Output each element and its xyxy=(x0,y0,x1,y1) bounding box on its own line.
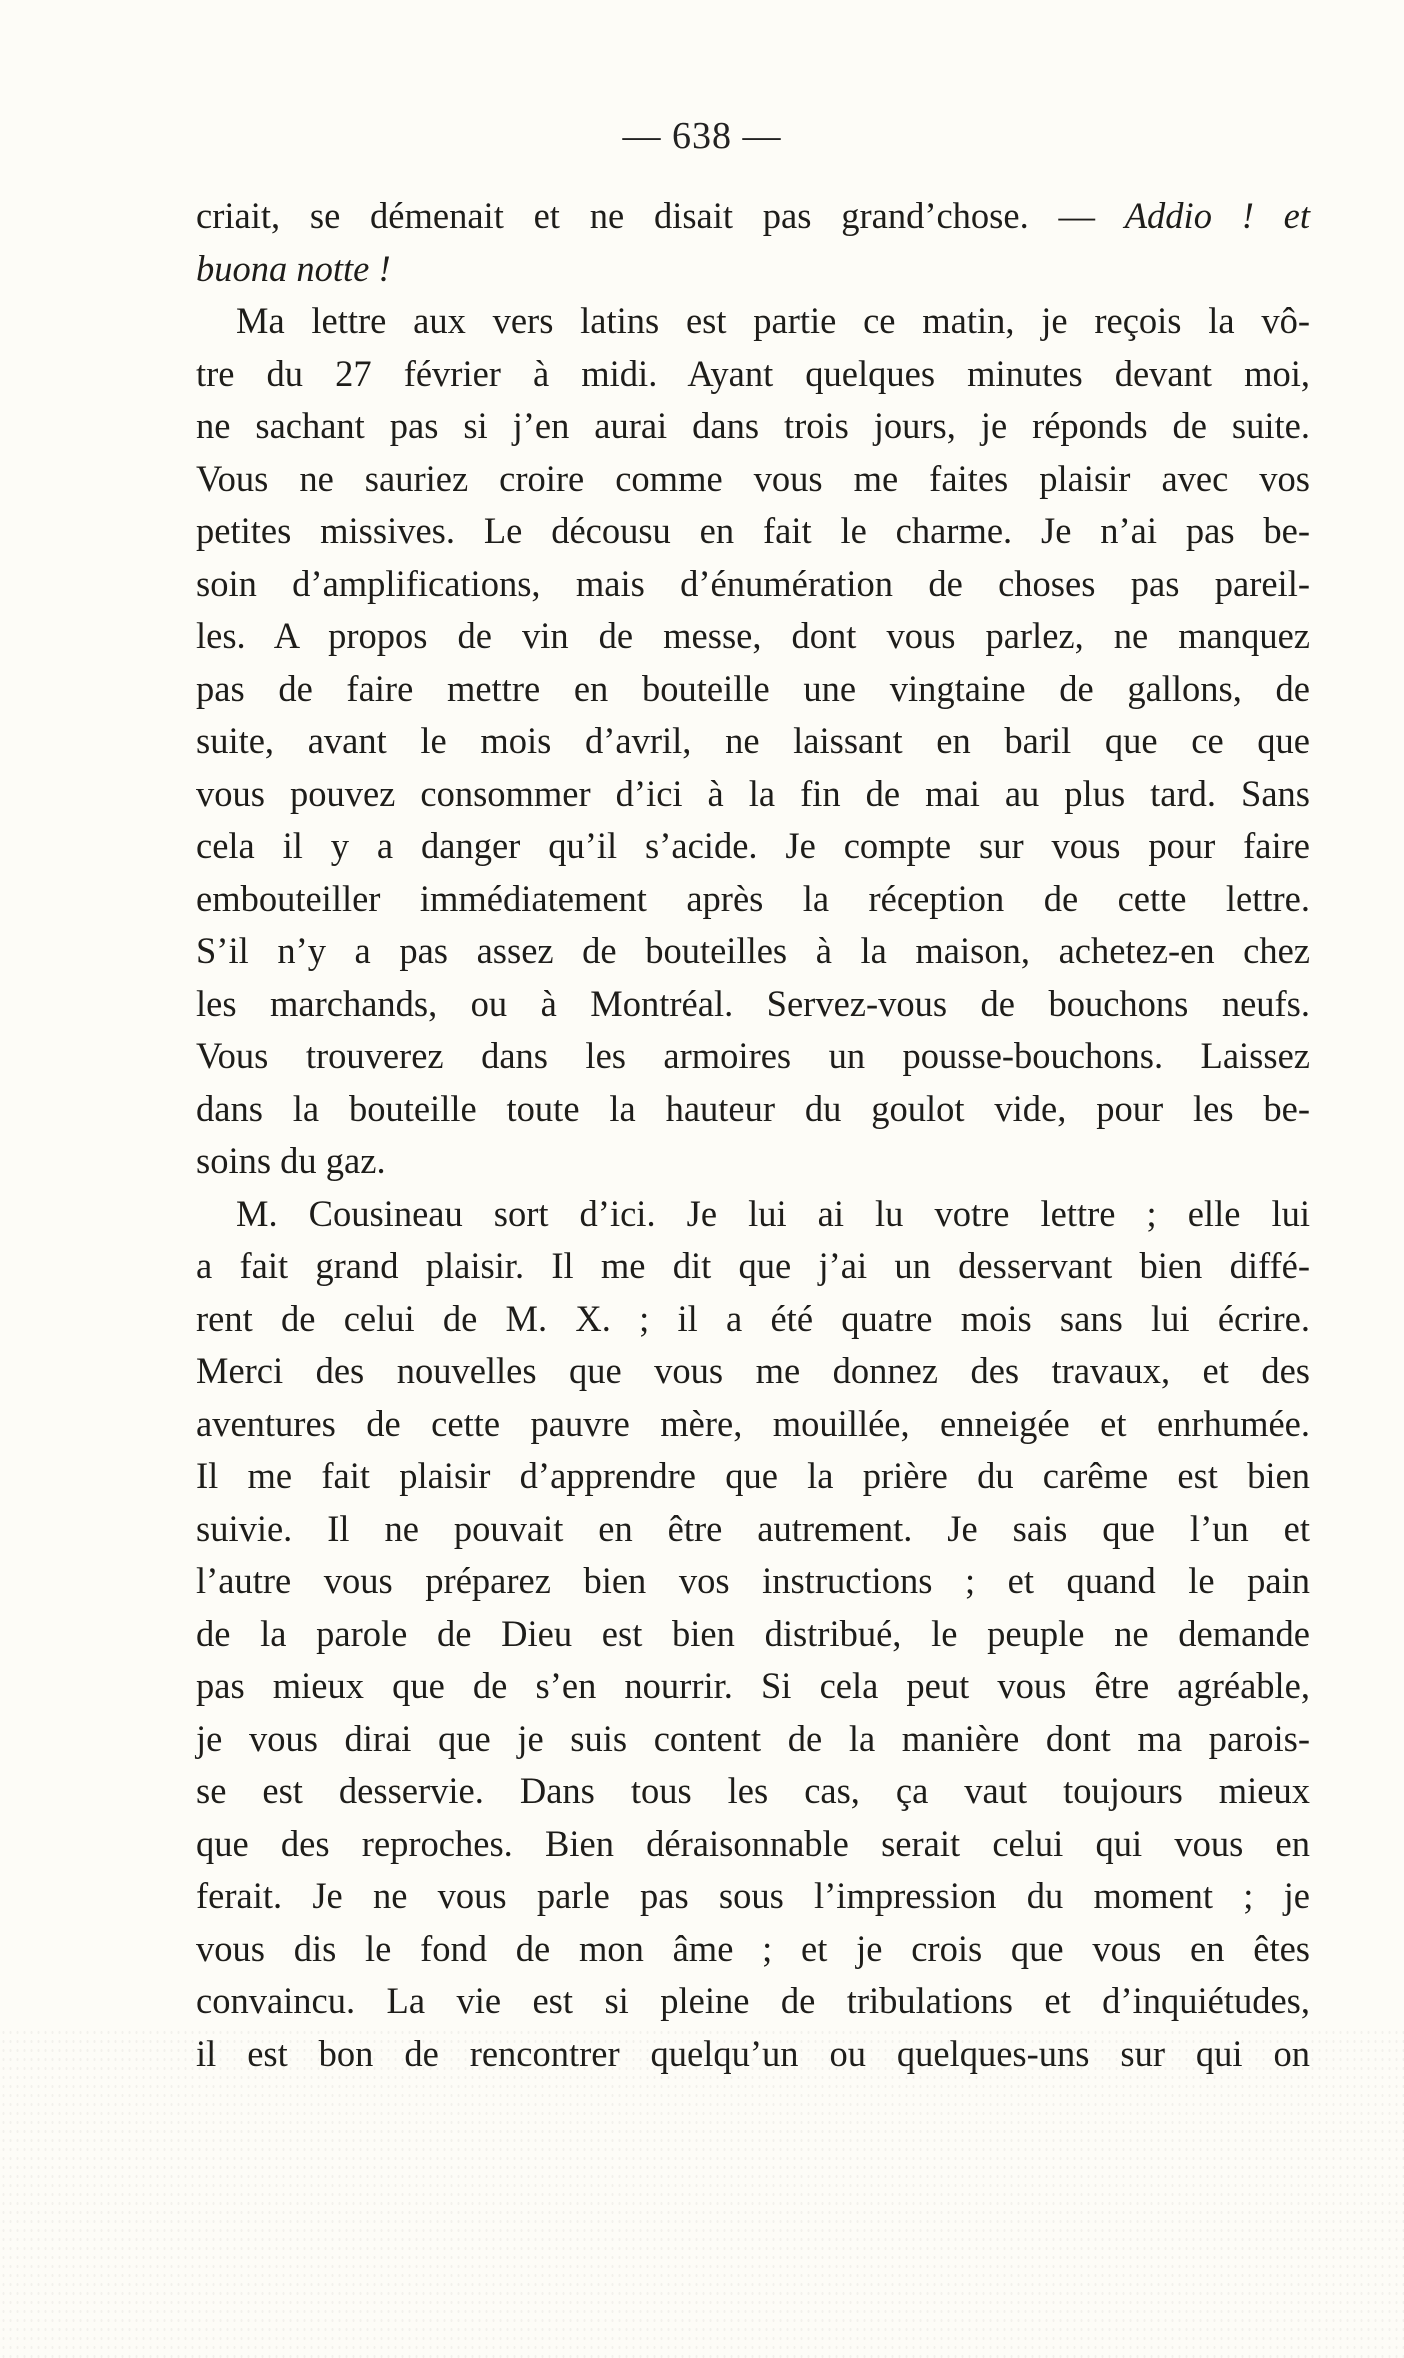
text-line: pas mieux que de s’en nourrir. Si cela peut vous être agréable, xyxy=(196,1665,1310,1706)
text-line: l’autre vous préparez bien vos instructions ; et quand le pain xyxy=(196,1560,1310,1601)
italic-text: Addio ! et xyxy=(1124,195,1310,236)
text-line: vous pouvez consommer d’ici à la fin de mai au plus tard. Sans xyxy=(196,772,1310,814)
paragraph xyxy=(196,1188,1310,2081)
text-line: les. A propos de vin de messe, dont vous parlez, ne manquez xyxy=(196,615,1310,656)
text-line: il est bon de rencontrer quelqu’un ou quelques-uns sur qui on xyxy=(196,2032,1310,2074)
text-line: Vous ne sauriez croire comme vous me faites plaisir avec vos xyxy=(196,457,1310,499)
text-line: a fait grand plaisir. Il me dit que j’ai un desservant bien diffé- xyxy=(196,1245,1310,1286)
paper-speckle-texture xyxy=(0,2028,1404,2358)
text-line: rent de celui de M. X. ; il a été quatre mois sans lui écrire. xyxy=(196,1297,1310,1339)
text-line: que des reproches. Bien déraisonnable serait celui qui vous en xyxy=(196,1822,1310,1864)
text-line: les marchands, ou à Montréal. Servez-vous de bouchons neufs. xyxy=(196,982,1310,1024)
page-number: — 638 — xyxy=(622,115,782,157)
text-line: suivie. Il ne pouvait en être autrement. Je sais que l’un et xyxy=(196,1507,1310,1549)
text-line: suite, avant le mois d’avril, ne laissant en baril que ce que xyxy=(196,720,1310,761)
text-line: tre du 27 février à midi. Ayant quelques minutes devant moi, xyxy=(196,352,1310,394)
text-line: se est desservie. Dans tous les cas, ça vaut toujours mieux xyxy=(196,1770,1310,1811)
text-line: Vous trouverez dans les armoires un pousse-bouchons. Laissez xyxy=(196,1035,1310,1076)
text-line: Ma lettre aux vers latins est partie ce matin, je reçois la vô- xyxy=(236,300,1310,341)
text-line: cela il y a danger qu’il s’acide. Je compte sur vous pour faire xyxy=(196,825,1310,866)
paragraph xyxy=(196,190,1310,295)
text-line: aventures de cette pauvre mère, mouillée, enneigée et enrhumée. xyxy=(196,1402,1310,1444)
text-line: M. Cousineau sort d’ici. Je lui ai lu votre lettre ; elle lui xyxy=(236,1192,1310,1234)
text-line: Merci des nouvelles que vous me donnez des travaux, et des xyxy=(196,1350,1310,1391)
paragraph xyxy=(196,295,1310,1188)
text-line: pas de faire mettre en bouteille une vingtaine de gallons, de xyxy=(196,667,1310,709)
text-line xyxy=(196,190,1310,243)
italic-text: buona notte ! xyxy=(196,247,391,289)
text-line: de la parole de Dieu est bien distribué, le peuple ne demande xyxy=(196,1612,1310,1654)
text-line: S’il n’y a pas assez de bouteilles à la maison, achetez-en chez xyxy=(196,930,1310,971)
text-line: vous dis le fond de mon âme ; et je crois que vous en êtes xyxy=(196,1927,1310,1969)
text-line: convaincu. La vie est si pleine de tribulations et d’inquiétudes, xyxy=(196,1980,1310,2021)
text-line: Il me fait plaisir d’apprendre que la prière du carême est bien xyxy=(196,1455,1310,1496)
text-line: ferait. Je ne vous parle pas sous l’impression du moment ; je xyxy=(196,1875,1310,1916)
text-line: soin d’amplifications, mais d’énumération de choses pas pareil- xyxy=(196,562,1310,604)
text-line: je vous dirai que je suis content de la manière dont ma parois- xyxy=(196,1717,1310,1759)
line-text: criait, se démenait et ne disait pas grand’chose. — xyxy=(196,195,1125,236)
text-line xyxy=(196,243,1310,296)
text-line: petites missives. Le décousu en fait le charme. Je n’ai pas be- xyxy=(196,510,1310,551)
text-line: soins du gaz. xyxy=(196,1140,386,1181)
body-text xyxy=(196,190,1310,2080)
text-line: embouteiller immédiatement après la réception de cette lettre. xyxy=(196,877,1310,919)
text-line: dans la bouteille toute la hauteur du goulot vide, pour les be- xyxy=(196,1087,1310,1129)
text-line: ne sachant pas si j’en aurai dans trois jours, je réponds de suite. xyxy=(196,405,1310,446)
